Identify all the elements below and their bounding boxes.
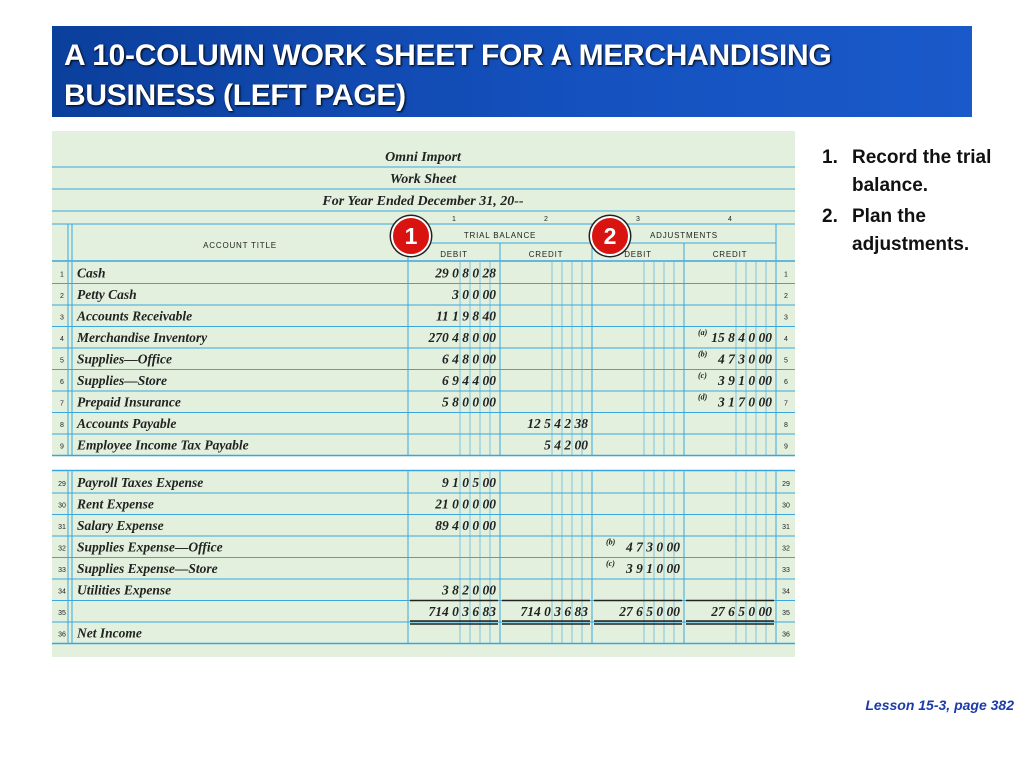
amount: 21 0 0 0 00 [435,496,496,512]
account-name: Accounts Receivable [77,308,193,324]
line-number: 32 [58,545,66,553]
amount: 27 6 5 0 00 [619,604,680,619]
line-number: 35 [58,610,66,617]
amount: 11 1 9 8 40 [435,308,496,324]
slide-title-bar [52,26,972,117]
account-name: Supplies Expense—Office [77,539,223,555]
form-title: Work Sheet [389,172,457,187]
slide-title-line-1: A 10-COLUMN WORK SHEET FOR A MERCHANDISING [64,39,832,72]
account-name: Prepaid Insurance [77,394,181,410]
line-number: 4 [60,336,64,343]
instruction-text: Plan the adjustments. [852,206,970,255]
account-name: Net Income [77,625,142,641]
callout-1: 1 [391,216,431,256]
line-number: 30 [782,502,790,510]
debit-header: DEBIT [440,250,468,259]
instruction-number: 1. [822,147,838,168]
line-number: 6 [784,379,788,386]
line-number: 36 [58,631,66,639]
amount: 3 0 0 00 [452,287,496,302]
account-name: Salary Expense [77,518,164,533]
line-number: 34 [58,588,66,596]
line-number: 5 [784,357,788,365]
adjustments-header: ADJUSTMENTS [650,231,718,240]
amount: 3 1 7 0 00 [718,394,772,410]
line-number: 33 [782,567,790,574]
account-name: Supplies—Store [77,373,168,388]
account-name: Utilities Expense [77,582,172,598]
account-name: Accounts Payable [77,416,177,431]
column-number: 1 [452,216,456,223]
adjustment-ref: (c) [606,559,615,568]
line-number: 31 [58,524,66,531]
line-number: 9 [784,443,788,451]
line-number: 7 [60,400,64,408]
account-name: Payroll Taxes Expense [77,475,204,490]
instruction-list [812,144,1012,262]
instruction-number: 2. [822,206,838,227]
amount: 4 7 3 0 00 [718,351,772,367]
line-number: 6 [60,379,64,386]
amount: 270 4 8 0 00 [428,330,496,345]
line-number: 33 [58,567,66,574]
account-name: Petty Cash [77,287,137,302]
amount: 9 1 0 5 00 [442,475,496,490]
adjustment-ref: (c) [698,371,707,380]
amount: 89 4 0 0 00 [435,518,496,533]
column-number: 4 [728,216,732,223]
amount: 4 7 3 0 00 [626,539,680,555]
line-number: 1 [60,271,64,279]
account-name: Merchandise Inventory [77,330,208,345]
amount: 714 0 3 6 83 [520,604,588,619]
line-number: 35 [782,610,790,617]
amount: 27 6 5 0 00 [711,604,772,619]
instruction-text: Record the trial balance. [852,147,992,196]
account-name: Supplies—Office [77,351,172,367]
amount: 29 0 8 0 28 [435,265,496,281]
line-number: 1 [784,271,788,279]
trial-balance-header: TRIAL BALANCE [463,231,537,240]
line-number: 29 [58,481,66,488]
line-number: 3 [60,314,64,322]
line-number: 36 [782,631,790,639]
line-number: 5 [60,357,64,365]
adjustment-ref: (d) [698,392,708,402]
lesson-reference: Lesson 15-3, page 382 [865,697,1014,713]
amount: 3 9 1 0 00 [718,373,772,388]
line-number: 29 [782,481,790,488]
account-name: Supplies Expense—Store [77,561,218,576]
company-name: Omni Import [385,150,461,165]
line-number: 2 [784,293,788,300]
column-number: 2 [544,216,548,223]
amount: 3 9 1 0 00 [626,561,680,576]
section-break [52,457,795,471]
amount: 5 4 2 00 [544,437,588,453]
work-sheet [52,131,795,657]
debit-header: DEBIT [624,250,652,259]
line-number: 3 [784,314,788,322]
line-number: 30 [58,502,66,510]
amount: 5 8 0 0 00 [442,394,496,410]
line-number: 4 [784,336,788,343]
amount: 3 8 2 0 00 [442,582,496,598]
amount: 6 4 8 0 00 [442,351,496,367]
account-name: Cash [77,265,106,281]
amount: 15 8 4 0 00 [711,330,772,345]
line-number: 8 [60,422,64,429]
callout-2: 2 [590,216,630,256]
instruction-item [812,203,1012,259]
line-number: 8 [784,422,788,429]
amount: 714 0 3 6 83 [428,604,496,619]
credit-header: CREDIT [712,250,748,259]
work-sheet-grid [52,131,795,657]
account-name: Rent Expense [77,496,154,512]
adjustment-ref: (a) [698,328,708,337]
line-number: 32 [782,545,790,553]
amount: 12 5 4 2 38 [527,416,588,431]
adjustment-ref: (b) [698,349,708,359]
account-title-header: ACCOUNT TITLE [203,241,277,250]
credit-header: CREDIT [528,250,564,259]
line-number: 34 [782,588,790,596]
instruction-item [812,144,1012,200]
period-title: For Year Ended December 31, 20-- [322,194,524,209]
line-number: 9 [60,443,64,451]
line-number: 2 [60,293,64,300]
account-name: Employee Income Tax Payable [77,437,249,453]
adjustment-ref: (b) [606,537,616,547]
amount: 6 9 4 4 00 [442,373,496,388]
line-number: 31 [782,524,790,531]
column-number: 3 [636,216,640,223]
slide-title-line-2: BUSINESS (LEFT PAGE) [64,79,406,112]
line-number: 7 [784,400,788,408]
